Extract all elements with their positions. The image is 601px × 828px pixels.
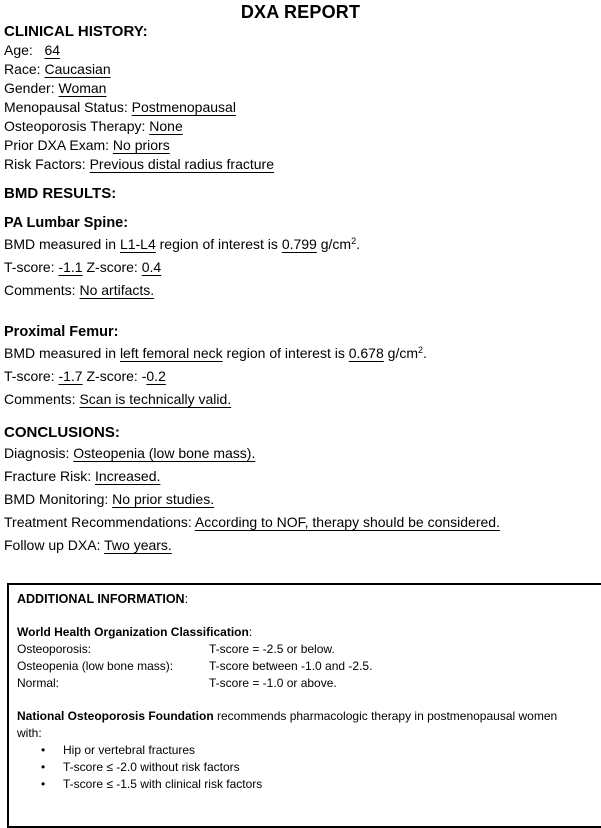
report-title: DXA REPORT — [240, 2, 361, 22]
conclusion-diagnosis-value: Osteopenia (low bone mass). — [73, 445, 256, 461]
bmd-sentence-mid: region of interest is — [155, 236, 282, 252]
field-gender-value: Woman — [58, 80, 107, 96]
additional-information-box — [7, 583, 601, 828]
bullet-icon: • — [41, 777, 46, 791]
z-score-label: Z-score: — [82, 368, 142, 384]
nof-bullet-tscore-2 — [17, 759, 601, 776]
who-classification — [17, 624, 601, 692]
conclusion-bmd-monitoring — [4, 488, 597, 511]
who-heading-colon: : — [248, 625, 253, 639]
femur-bmd-sentence — [4, 342, 597, 365]
conclusion-fracture-risk-value: Increased. — [95, 468, 161, 484]
t-score-label: T-score: — [4, 259, 59, 275]
clinical-history-heading: CLINICAL HISTORY: — [4, 23, 148, 40]
bmd-sentence-prefix: BMD measured in — [4, 236, 120, 252]
z-score-sign: - — [141, 368, 147, 384]
conclusion-follow-up-value: Two years. — [104, 537, 172, 553]
field-age-value: 64 — [44, 42, 61, 58]
field-gender-label: Gender: — [4, 80, 59, 96]
field-prior-dxa-exam — [4, 136, 597, 155]
additional-information-heading-text: ADDITIONAL INFORMATION — [17, 592, 185, 606]
bmd-sentence-period: . — [356, 236, 360, 252]
bmd-sentence-period: . — [423, 345, 427, 361]
additional-information-heading-colon: : — [184, 592, 189, 606]
field-menopausal-status-label: Menopausal Status: — [4, 99, 132, 115]
z-score-value: 0.4 — [141, 259, 162, 275]
bmd-sentence-mid: region of interest is — [222, 345, 349, 361]
field-race — [4, 60, 597, 79]
bullet-icon: • — [41, 760, 46, 774]
t-score-value: -1.7 — [58, 368, 83, 384]
who-row-label: Normal: — [17, 676, 60, 690]
additional-information-heading — [17, 591, 601, 608]
field-risk-factors — [4, 155, 597, 174]
nof-recommendation-text: recommends pharmacologic therapy in postmenopausal women with: — [17, 709, 561, 740]
conclusion-diagnosis — [4, 442, 597, 465]
field-osteoporosis-therapy-value: None — [149, 118, 183, 134]
bmd-results-heading: BMD RESULTS: — [4, 185, 117, 202]
comments-value: No artifacts. — [79, 282, 155, 298]
field-age — [4, 41, 597, 60]
field-prior-dxa-exam-label: Prior DXA Exam: — [4, 137, 113, 153]
proximal-femur-heading: Proximal Femur: — [4, 324, 119, 340]
bmd-region: L1-L4 — [119, 236, 156, 252]
conclusion-follow-up — [4, 534, 597, 557]
who-row-osteopenia — [17, 658, 601, 675]
conclusion-diagnosis-label: Diagnosis: — [4, 445, 74, 461]
bmd-value: 0.678 — [348, 345, 384, 361]
field-race-label: Race: — [4, 61, 45, 77]
who-row-osteoporosis — [17, 641, 601, 658]
conclusion-follow-up-label: Follow up DXA: — [4, 537, 105, 553]
who-row-value: T-score = -1.0 or above. — [209, 676, 337, 690]
field-risk-factors-label: Risk Factors: — [4, 156, 90, 172]
comments-value: Scan is technically valid. — [79, 391, 232, 407]
conclusion-treatment — [4, 511, 597, 534]
field-menopausal-status — [4, 98, 597, 117]
field-gender — [4, 79, 597, 98]
nof-bullet-fractures — [17, 742, 601, 759]
comments-label: Comments: — [4, 391, 80, 407]
field-risk-factors-value: Previous distal radius fracture — [89, 156, 274, 172]
nof-bullet-text: Hip or vertebral fractures — [63, 743, 196, 757]
who-row-label: Osteoporosis: — [17, 642, 92, 656]
nof-bullet-tscore-15 — [17, 776, 601, 793]
comments-label: Comments: — [4, 282, 80, 298]
who-row-label: Osteopenia (low bone mass): — [17, 659, 174, 673]
conclusion-treatment-value: According to NOF, therapy should be considered. — [194, 514, 500, 530]
field-osteoporosis-therapy — [4, 117, 597, 136]
lumbar-scores-line — [4, 256, 597, 279]
bullet-icon: • — [41, 743, 46, 757]
conclusion-treatment-label: Treatment Recommendations: — [4, 514, 195, 530]
conclusion-bmd-monitoring-label: BMD Monitoring: — [4, 491, 113, 507]
nof-bullet-text: T-score ≤ -1.5 with clinical risk factors — [63, 777, 263, 791]
t-score-label: T-score: — [4, 368, 59, 384]
bmd-unit: g/cm — [383, 345, 418, 361]
t-score-value: -1.1 — [58, 259, 83, 275]
conclusions-heading: CONCLUSIONS: — [4, 424, 120, 441]
conclusion-bmd-monitoring-value: No prior studies. — [112, 491, 215, 507]
field-age-label: Age: — [4, 42, 45, 58]
field-race-value: Caucasian — [44, 61, 111, 77]
field-osteoporosis-therapy-label: Osteoporosis Therapy: — [4, 118, 150, 134]
who-row-value: T-score = -2.5 or below. — [209, 642, 335, 656]
bmd-unit-superscript: 2 — [418, 345, 424, 355]
bmd-value: 0.799 — [281, 236, 317, 252]
femur-comments-line — [4, 388, 597, 411]
bmd-unit: g/cm — [316, 236, 352, 252]
bmd-unit-superscript: 2 — [351, 236, 357, 246]
field-prior-dxa-exam-value: No priors — [112, 137, 170, 153]
z-score-value: 0.2 — [146, 368, 166, 384]
nof-recommendation — [17, 708, 577, 742]
field-menopausal-status-value: Postmenopausal — [131, 99, 236, 115]
bmd-sentence-prefix: BMD measured in — [4, 345, 120, 361]
lumbar-bmd-sentence — [4, 233, 597, 256]
nof-name-text: National Osteoporosis Foundation — [17, 709, 214, 723]
conclusion-fracture-risk-label: Fracture Risk: — [4, 468, 96, 484]
lumbar-spine-heading: PA Lumbar Spine: — [4, 215, 129, 231]
z-score-label: Z-score: — [82, 259, 142, 275]
nof-bullet-text: T-score ≤ -2.0 without risk factors — [63, 760, 240, 774]
lumbar-comments-line — [4, 279, 597, 302]
who-row-value: T-score between -1.0 and -2.5. — [209, 659, 373, 673]
who-heading — [17, 624, 601, 641]
femur-scores-line — [4, 365, 597, 388]
bmd-region: left femoral neck — [119, 345, 223, 361]
conclusion-fracture-risk — [4, 465, 597, 488]
who-heading-text: World Health Organization Classification — [17, 625, 249, 639]
who-row-normal — [17, 675, 601, 692]
